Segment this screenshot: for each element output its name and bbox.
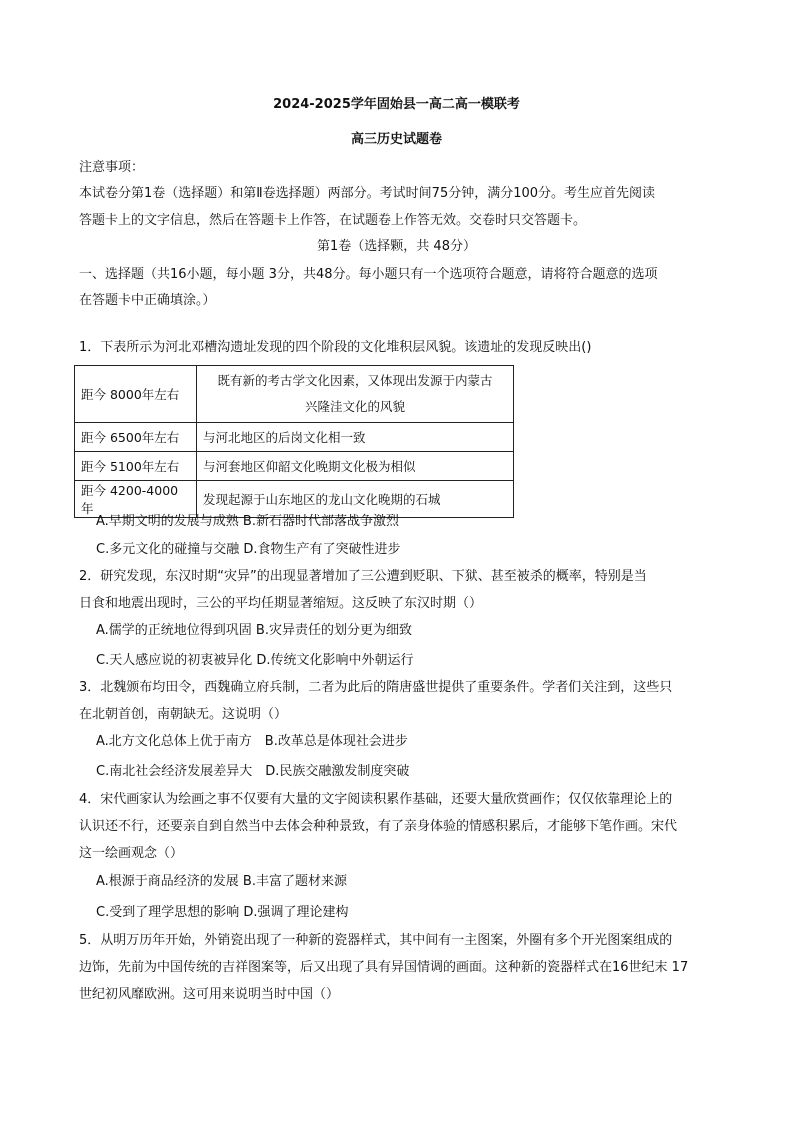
notice-line-1: 本试卷分第1卷（选择题）和第Ⅱ卷选择题）两部分。考试时间75分钟，满分100分。考生应首先阅读: [79, 186, 656, 201]
q5-stem-line-1: 5．从明万历年开始，外销瓷出现了一种新的瓷器样式，其中间有一主图案，外圈有多个开光图案组成的: [79, 933, 673, 948]
description-cell: 与河套地区仰韶文化晚期文化极为相似: [197, 452, 514, 481]
period-cell: 距今 8000年左右: [75, 366, 197, 423]
description-line: 既有新的考古学文化因素，又体现出发源于内蒙古: [217, 373, 493, 388]
table-row: [75, 481, 514, 518]
period-cell: 距今 4200-4000年: [75, 481, 197, 518]
q2-stem-line-1: 2．研究发现，东汉时期“灾异”的出现显著增加了三公遭到贬职、下狱、甚至被杀的概率，特别是当: [79, 569, 647, 584]
section-instruction-line-2: 在答题卡中正确填涂。）: [79, 293, 216, 308]
q5-stem-line-2: 边饰，先前为中国传统的吉祥图案等，后又出现了具有异国情调的画面。这种新的瓷器样式在16世纪末 17: [79, 960, 689, 975]
q1-strata-table: [74, 365, 514, 518]
q3-options-ab: A.北方文化总体上优于南方 B.改革总是体现社会进步: [96, 734, 408, 749]
q1-options-ab: A.早期文明的发展与成熟 B.新石器时代部落战争激烈: [96, 514, 399, 529]
description-cell: 与河北地区的后岗文化相一致: [197, 423, 514, 452]
section-instruction-line-1: 一、选择题（共16小题，每小题 3分，共48分。每小题只有一个选项符合题意，请将符合题意的选项: [79, 267, 658, 282]
q3-stem-line-2: 在北朝首创，南朝缺无。这说明（）: [79, 707, 288, 722]
period-cell: 距今 5100年左右: [75, 452, 197, 481]
notice-label: 注意事项：: [79, 160, 145, 175]
table-row: [75, 366, 514, 423]
description-line: 兴隆洼文化的风貌: [304, 399, 405, 414]
section-heading: 第1卷（选择颗，共 48分）: [317, 239, 476, 254]
q4-stem-line-2: 认识还不行，还要亲自到自然当中去体会种种景致，有了亲身体验的情感积累后，才能够下笔作画。宋代: [79, 819, 678, 834]
q4-stem-line-3: 这一绘画观念（）: [79, 846, 184, 861]
q3-options-cd: C.南北社会经济发展差异大 D.民族交融激发制度突破: [96, 764, 410, 779]
q2-stem-line-2: 日食和地震出现时，三公的平均任期显著缩短。这反映了东汉时期（）: [79, 596, 483, 611]
period-cell: 距今 6500年左右: [75, 423, 197, 452]
table-row: [75, 452, 514, 481]
q1-options-cd: C.多元文化的碰撞与交融 D.食物生产有了突破性进步: [96, 542, 401, 557]
exam-title: 2024-2025学年固始县一高二高一模联考: [273, 97, 520, 112]
notice-line-2: 答题卡上的文字信息，然后在答题卡上作答，在试题卷上作答无效。交卷时只交答题卡。: [79, 213, 587, 228]
q4-options-cd: C.受到了理学思想的影响 D.强调了理论建构: [96, 905, 349, 920]
q4-options-ab: A.根源于商品经济的发展 B.丰富了题材来源: [96, 874, 347, 889]
description-cell: [197, 366, 514, 423]
q4-stem-line-1: 4．宋代画家认为绘画之事不仅要有大量的文字阅读积累作基础，还要大量欣赏画作；仅仅依靠理论上的: [79, 792, 673, 807]
description-cell: 发现起源于山东地区的龙山文化晚期的石城: [197, 481, 514, 518]
table-row: [75, 423, 514, 452]
q2-options-cd: C.天人感应说的初衷被异化 D.传统文化影响中外朝运行: [96, 653, 414, 668]
q5-stem-line-3: 世纪初风靡欧洲。这可用来说明当时中国（）: [79, 987, 340, 1002]
q2-options-ab: A.儒学的正统地位得到巩固 B.灾异责任的划分更为细致: [96, 623, 412, 638]
q3-stem-line-1: 3．北魏颁布均田令，西魏确立府兵制，二者为此后的隋唐盛世提供了重要条件。学者们关注到，这些只: [79, 680, 673, 695]
paper-title: 高三历史试题卷: [350, 132, 442, 147]
q1-stem: 1．下表所示为河北邓槽沟遗址发现的四个阶段的文化堆积层风貌。该遗址的发现反映出(): [79, 340, 592, 355]
